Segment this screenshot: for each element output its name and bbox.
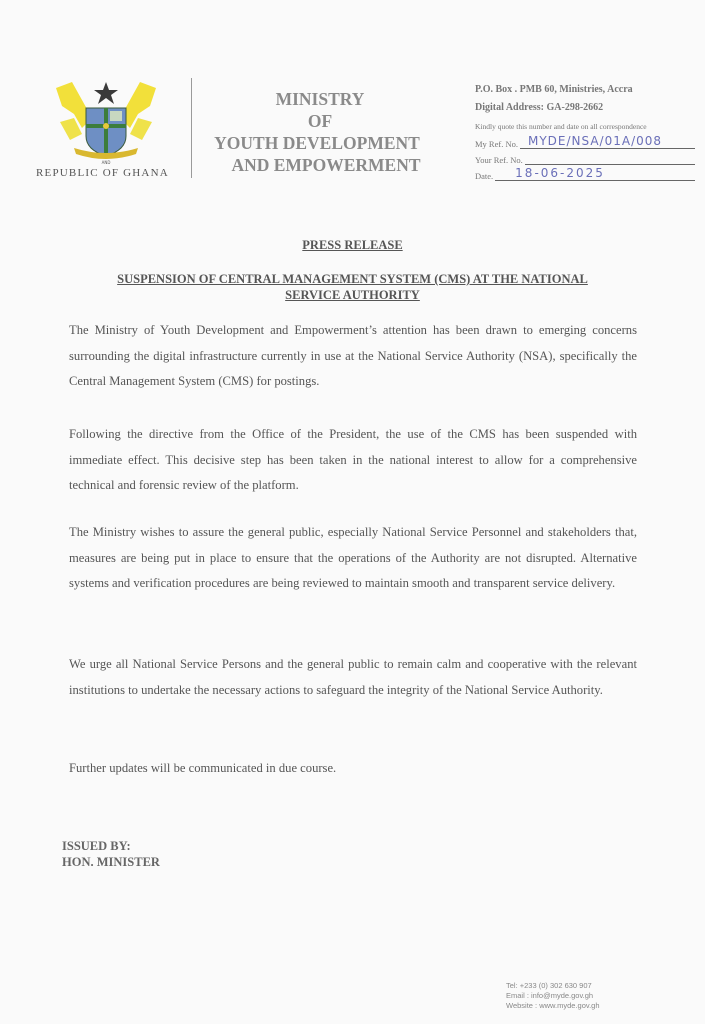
digital-address: Digital Address: GA-298-2662 (475, 102, 604, 113)
reference-block (475, 84, 695, 181)
footer-website: Website : www.myde.gov.gh (506, 1001, 600, 1010)
ministry-line: YOUTH DEVELOPMENT (214, 133, 420, 153)
your-ref-label: Your Ref. No. (475, 155, 523, 165)
ministry-line: MINISTRY (275, 89, 365, 109)
issuer-name: HON. MINISTER (62, 855, 160, 869)
press-release-title: PRESS RELEASE (302, 238, 403, 252)
date-label: Date. (475, 171, 494, 181)
header-divider (191, 78, 192, 178)
paragraph: The Ministry wishes to assure the general public, especially National Service Personnel and stakeholders that, measures are being put in place to ensure that the operations of the Authority are not disrupted. Alternative systems and verification procedures are being reviewed to maintain smooth and transparent service delivery. (69, 525, 637, 590)
paragraph: Further updates will be communicated in due course. (69, 761, 337, 775)
subject-heading: SUSPENSION OF CENTRAL MANAGEMENT SYSTEM (CMS) AT THE NATIONAL SERVICE AUTHORITY (117, 272, 588, 302)
signature-block (62, 838, 160, 870)
paragraph: Following the directive from the Office of the President, the use of the CMS has been suspended with immediate effect. This decisive step has been taken in the national interest to allow for a comprehensive technical and forensic review of the platform. (69, 427, 637, 492)
contact-footer (506, 981, 600, 1011)
quote-instruction: Kindly quote this number and date on all correspondence (475, 122, 647, 131)
your-ref-row (475, 149, 695, 165)
svg-text:AND: AND (101, 160, 111, 165)
my-ref-row (475, 133, 695, 149)
footer-tel: Tel: +233 (0) 302 630 907 (506, 981, 592, 990)
ministry-line: OF (307, 111, 333, 131)
po-box: P.O. Box . PMB 60, Ministries, Accra (475, 84, 633, 95)
paragraph: We urge all National Service Persons and the general public to remain calm and cooperative with the relevant institutions to undertake the necessary actions to safeguard the integrity of the National Service Authority. (69, 657, 637, 697)
footer-email: Email : info@myde.gov.gh (506, 991, 594, 1000)
issued-by-label: ISSUED BY: (62, 839, 131, 853)
your-ref-value (525, 150, 695, 165)
my-ref-value: MYDE/NSA/01A/008 (520, 134, 695, 149)
ministry-name (200, 88, 440, 176)
country-name: REPUBLIC OF GHANA (36, 167, 169, 179)
coat-of-arms-icon (52, 78, 160, 166)
date-value: 18-06-2025 (495, 166, 695, 181)
paragraph: The Ministry of Youth Development and Empowerment’s attention has been drawn to emerging concerns surrounding the digital infrastructure currently in use at the National Service Authority (NSA), specifically the Central Management System (CMS) for postings. (69, 323, 637, 388)
my-ref-label: My Ref. No. (475, 139, 518, 149)
date-row (475, 165, 695, 181)
ministry-line: AND EMPOWERMENT (231, 155, 421, 175)
